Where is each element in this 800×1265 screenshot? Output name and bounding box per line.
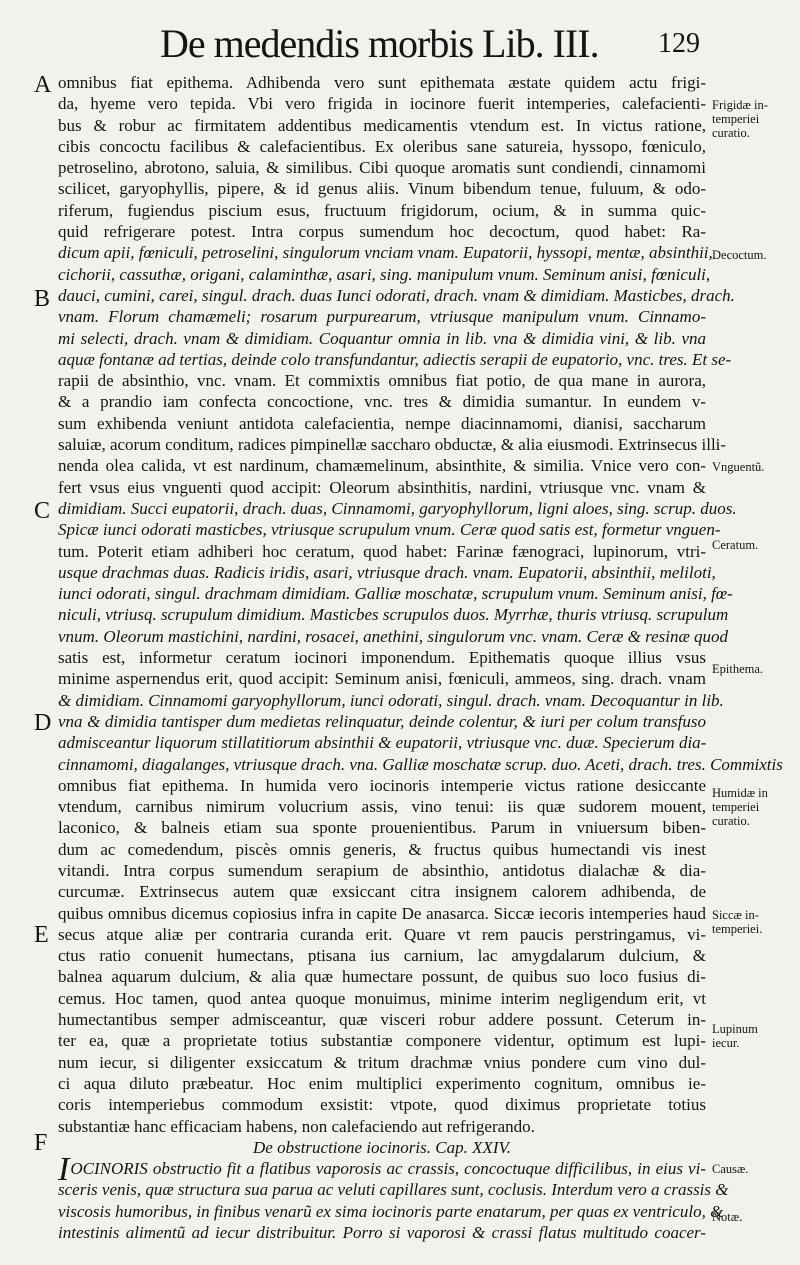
text-line-first [58,1151,706,1189]
margin-note-line: Causæ. [712,1162,749,1176]
text-line: num iecur, si diligenter exsiccatum & tritum drachmæ vnius pondere cum vino dul- [58,1052,706,1072]
text-line: saluiæ, acorum conditum, radices pimpinellæ saccharo obductæ, & alia eiusmodi. Extrinsecus illi- [58,435,727,455]
text-line: iunci odorati, singul. drachmam dimidiam. Galliæ moschatæ, scrupulum vnum. Seminum anisi, fœ- [58,584,733,604]
text-line: tum. Poterit etiam adhiberi hoc ceratum, quod habet: Farinæ fænograci, lupinorum, vtri- [58,541,706,561]
text-line: scilicet, garyophyllis, pipere, & id genus aliis. Vinum bibendum tenue, fuluum, & odo- [58,179,706,199]
margin-note-line: Vnguentũ. [712,460,765,474]
margin-note-line: Epithema. [712,662,764,676]
margin-note-line: curatio. [712,126,750,140]
margin-note-line: Siccæ in- [712,908,759,922]
text-line: dimidiam. Succi eupatorii, drach. duas, Cinnamomi, garyophyllorum, ligni aloes, sing. scrup. duos. [58,498,737,518]
text-line: cemus. Hoc tamen, quod antea quoque monuimus, minime interim negligendum erit, vt [58,988,706,1008]
margin-note-humidae [712,786,798,828]
margin-note-siccae [712,908,798,936]
text-line: coris intemperiebus commodum exsistit: vtpote, quod diximus proprietate totius [58,1095,706,1115]
margin-note-line: temperiei. [712,922,763,936]
text-line: Spicæ iunci odorati masticbes, vtriusque scrupulum vnum. Ceræ quod satis est, formetur vnguen- [58,520,721,540]
text-line: petroselino, abrotono, saluia, & similibus. Cibi quoque aromatis sunt condiendi, cinnamomi [58,158,706,178]
text-line: cinnamomi, diagalanges, vtriusque drach. vna. Galliæ moschatæ scrup. duo. Aceti, drach. tres. Commixtis [58,754,783,774]
text-line: admisceantur liquorum stillatitiorum absinthii & eupatorii, vtriusque vnc. duæ. Specierum dia- [58,733,707,753]
margin-note-notae [712,1210,798,1224]
text-line: vnum. Oleorum mastichini, nardini, rosacei, anethini, singulorum vnc. vnam. Ceræ & resinæ quod [58,626,729,646]
text-line: & dimidiam. Cinnamomi garyophyllorum, iunci odorati, singul. drach. vnam. Decoquantur in lib. [58,690,724,710]
text-line: dauci, cumini, carei, singul. drach. duas Iunci odorati, drach. vnam & dimidiam. Masticbes, drach. [58,285,735,305]
text-line: vitandi. Intra corpus sumendum serapium de absinthio, antidotus dialachæ & dia- [58,860,706,880]
text-line: minime aspernendus erit, quod accipit: Seminum anisi, fœniculi, ammeos, sing. drach. vnam [58,669,706,689]
margin-note-decoctum [712,248,798,262]
text-line: da, hyeme vero tepida. Vbi vero frigida in iocinore fuerit intemperies, calefacienti- [58,94,706,114]
text-line: ter ea, quæ a proprietate totius substantiæ componere videntur, optimum est lupi- [58,1031,706,1051]
running-header [160,20,720,66]
text-line: rapii de absinthio, vnc. vnam. Et commixtis omnibus fiat potio, de qua mane in aurora, [58,371,706,391]
text-line: vtendum, carnibus nimirum volucrium assis, vino tenui: iis quæ sudorem mouent, [58,797,706,817]
section-letter-b: B [34,286,51,312]
chapter-heading: De obstructione iocinoris. Cap. XXIV. [253,1137,511,1157]
text-line: nenda olea calida, vt est nardinum, chamæmelinum, absinthite, & similia. Vnice vero con- [58,456,706,476]
text-line: fert vsus eius vnguenti quod accipit: Oleorum absinthitis, nardini, vtriusque vnc. vnam & [58,477,706,497]
section-letter-f: F [34,1130,48,1156]
margin-note-frigidae [712,98,798,140]
text-line: bus & robur ac firmitatem addentibus medicamentis vtendum est. In victus ratione, [58,115,706,135]
text-line: laconico, & balneis etiam sua sponte prouenientibus. Parum in vniuersum biben- [58,818,706,838]
text-line: vna & dimidia tantisper dum medietas relinquatur, deinde colentur, & iuri per colum transfuso [58,711,706,731]
section-letter-a: A [34,72,52,98]
text-line: ctus ratio conuenit humectans, ptisana ius carnium, lac amygdalarum dulcium, & [58,946,706,966]
margin-note-line: Frigidæ in- [712,98,768,112]
margin-note-line: Notæ. [712,1210,743,1224]
text-line: secus atque aliæ per contraria curanda erit. Quare vt rem paucis perstringamus, vi- [58,924,706,944]
running-title: De medendis morbis Lib. III. [160,21,599,66]
margin-note-causae [712,1162,798,1176]
text-line: cichorii, cassuthæ, origani, calaminthæ, asari, sing. manipulum vnum. Seminum anisi, fœniculi, [58,264,711,284]
margin-note-epithema [712,662,798,676]
text-line: curcumæ. Extrinsecus autem quæ exsiccant citra insignem calorem adhibenda, de [58,882,706,902]
margin-note-lupinum [712,1022,798,1050]
margin-note-line: Decoctum. [712,248,767,262]
text-line: quibus omnibus dicemus copiosius infra in capite De anasarca. Siccæ iecoris intemperies haud [58,903,706,923]
text-line: omnibus fiat epithema. Adhibenda vero sunt epithemata æstate quidem actu frigi- [58,73,706,92]
text-line: sceris venis, quæ structura sua parua ac veluti capillares sunt, coclusis. Interdum vero a crassis & [58,1180,729,1200]
text-line: niculi, vtriusq. scrupulum dimidium. Masticbes scrupulos duos. Myrrhæ, thuris vtriusq. scrupulum [58,605,729,625]
margin-note-line: Lupinum [712,1022,758,1036]
drop-cap: I [58,1151,71,1189]
text-line: satis est, informetur ceratum iocinori imponendum. Epithematis quoque illius vsus [58,648,706,668]
text-line: intestinis alimentũ ad iecur distribuitur. Porro si vaporosi & crassi flatus multitudo coacer- [58,1223,706,1243]
text-line: mi selecti, drach. vnam & dimidiam. Coquantur omnia in lib. vna & dimidia vini, & lib. vna [58,328,706,348]
text-line: viscosis humoribus, in finibus venarũ ex sima iocinoris parte enatarum, per quas ex ventriculo, & [58,1201,724,1221]
text-line: aquæ fontanæ ad tertias, deinde colo transfundantur, adiectis serapii de eupatorio, vnc. tres. Et se- [58,349,732,369]
section-letter-e: E [34,922,49,948]
section-letter-c: C [34,498,51,524]
text-line: riferum, fugiendus piscium esus, fructuum frigidorum, ocium, & in summa quic- [58,200,706,220]
text-line: humectantibus semper admisceantur, quæ visceri robur addere possunt. Ceterum in- [58,1010,706,1030]
margin-note-line: temperiei [712,800,760,814]
text-line-first-body: OCINORIS obstructio fit a flatibus vaporosis ac crassis, concoctuque difficilibus, in eius vi- [70,1159,706,1179]
margin-note-line: temperiei [712,112,760,126]
text-line: substantiæ hanc efficaciam habens, non calefaciendo aut refrigerando. [58,1116,535,1136]
margin-note-line: iecur. [712,1036,740,1050]
text-line: usque drachmas duas. Radicis iridis, asari, vtriusque drach. vnam. Eupatorii, absinthii, meliloti, [58,562,716,582]
margin-note-line: Humidæ in [712,786,768,800]
text-line: dicum apii, fœniculi, petroselini, singulorum vnciam vnam. Eupatorii, hyssopi, mentæ, absinthii, [58,243,713,263]
text-line: sum exhibenda veniunt antidota calefacientia, nempe diacinnamomi, dianisi, saccharum [58,413,706,433]
text-line: omnibus fiat epithema. In humida vero iocinoris intemperie victus ratione desiccante [58,775,706,795]
margin-note-line: curatio. [712,814,750,828]
text-line: & a prandio iam confecta concoctione, vnc. tres & dimidia sumantur. In eundem v- [58,392,706,412]
page-number: 129 [658,28,700,59]
text-line: vnam. Florum chamæmeli; rosarum purpurearum, vtriusque manipulum vnum. Cinnamo- [58,307,706,327]
text-line: balnea aquarum dulcium, & alia quæ humectare possunt, de quibus suo loco fusius di- [58,967,706,987]
margin-note-vnguentum [712,460,798,474]
margin-note-ceratum [712,538,798,552]
margin-note-line: Ceratum. [712,538,759,552]
text-line: ci aqua diluto præbeatur. Hoc enim multiplici experimento cognitum, omnibus ie- [58,1073,706,1093]
text-line: dum ac comedendum, piscès omnis generis, & fructus quibus humectandi vis inest [58,839,706,859]
text-line: cibis concoctu facilibus & calefacientibus. Ex oleribus sane satureia, hyssopo, fœniculo, [58,136,706,156]
section-letter-d: D [34,710,52,736]
text-line: quid refrigerare potest. Intra corpus sumendum hoc decoctum, quod habet: Ra- [58,222,706,242]
